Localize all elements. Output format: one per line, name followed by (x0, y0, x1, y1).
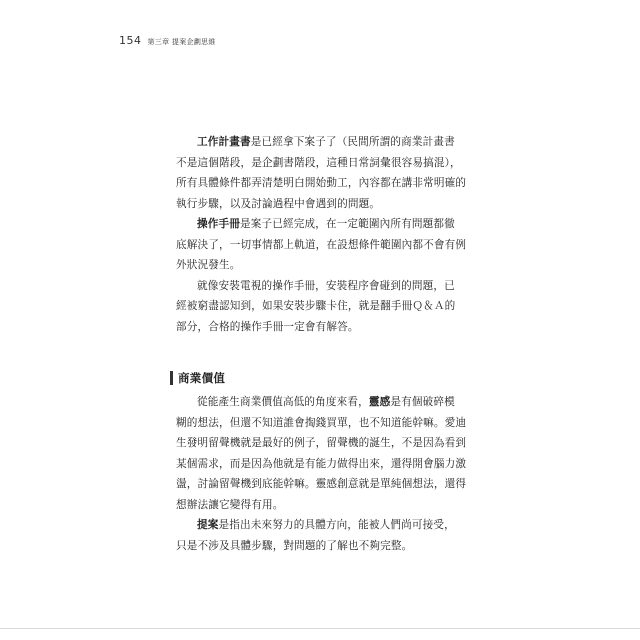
bottom-text-block (176, 392, 476, 556)
paragraph-line: 糊的想法，但還不知道誰會掏錢買單，也不知道能幹嘛。愛迪 (176, 416, 467, 429)
paragraph-line (176, 392, 476, 413)
term-proposal: 提案 (197, 519, 219, 531)
running-head (119, 34, 216, 48)
paragraph-line: 某個需求，而是因為他就是有能力做得出來，還得開會腦力激 (176, 457, 467, 470)
paragraph-line (176, 515, 476, 536)
paragraph-line: 部分，合格的操作手冊一定會有解答。 (176, 320, 359, 333)
paragraph-line: 底解決了，一切事情都上軌道，在設想條件範圍內都不會有例 (176, 238, 467, 251)
term-inspiration: 靈感 (368, 396, 391, 408)
paragraph-line: 經被窮盡認知到，如果安裝步驟卡住，就是翻手冊Ｑ＆Ａ的 (176, 300, 456, 312)
paragraph-line: 想辦法讓它變得有用。 (176, 498, 284, 511)
line-text: 是案子已經完成，在一定範圍內所有問題都徹 (239, 218, 455, 230)
bottom-divider (0, 628, 640, 629)
line-text: 從能產生商業價值高低的角度來看， (197, 396, 369, 408)
chapter-title: 第三章 提案企劃思維 (147, 38, 216, 46)
heading-bar (170, 371, 173, 385)
paragraph-line: 所有具體條件都弄清楚明白開始動工，內容都在講非常明確的 (176, 177, 467, 189)
top-text-block (176, 132, 476, 337)
line-text: 是指出未來努力的具體方向，能被人們尚可接受， (218, 519, 455, 531)
paragraph-line: 就像安裝電視的操作手冊，安裝程序會碰到的問題，已 (197, 279, 455, 292)
paragraph-line: 不是這個階段，是企劃書階段，這種日常詞彙很容易搞混）， (176, 156, 461, 169)
section-heading (170, 370, 225, 386)
paragraph-line: 生發明留聲機就是最好的例子，留聲機的誕生，不是因為看到 (176, 437, 467, 449)
paragraph-line: 只是不涉及具體步驟，對問題的了解也不夠完整。 (176, 539, 413, 552)
section-title: 商業價值 (178, 371, 226, 385)
line-text: 是已經拿下案子了（民間所謂的商業計畫書 (250, 136, 455, 148)
page-number: 154 (119, 34, 142, 47)
term-manual: 操作手冊 (197, 218, 240, 230)
term-work-plan: 工作計畫書 (197, 136, 251, 148)
paragraph-line (176, 214, 476, 235)
paragraph-line (176, 132, 476, 153)
paragraph-line: 外狀況發生。 (176, 259, 241, 271)
paragraph-line: 執行步驟，以及討論過程中會遇到的問題。 (176, 197, 381, 210)
paragraph-line: 盪，討論留聲機到底能幹嘛。靈感創意就是單純個想法，還得 (176, 478, 467, 490)
line-text: 是有個破碎模 (390, 396, 455, 408)
